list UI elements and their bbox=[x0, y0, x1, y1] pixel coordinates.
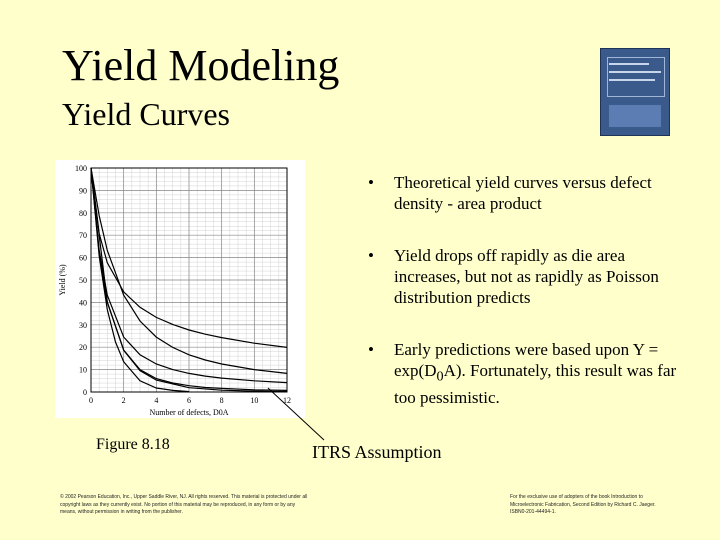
y-tick-label: 0 bbox=[83, 388, 87, 397]
copyright-right: For the exclusive use of adopters of the book Introduction to Microelectronic Fabrication, Second Edition by Richard C. Jaeger. ISBN0-201-44494-1. bbox=[510, 494, 656, 515]
x-tick-label: 6 bbox=[187, 396, 191, 405]
y-axis-label: Yield (%) bbox=[58, 264, 67, 296]
y-tick-label: 100 bbox=[75, 164, 87, 173]
x-tick-label: 10 bbox=[250, 396, 259, 405]
y-tick-label: 10 bbox=[79, 365, 87, 375]
x-tick-label: 4 bbox=[154, 396, 159, 405]
bullet-item: • Theoretical yield curves versus defect density - area product bbox=[368, 173, 652, 213]
bullet-item: • Yield drops off rapidly as die area increases, but not as rapidly as Poisson distribution predicts bbox=[368, 246, 659, 307]
y-tick-label: 30 bbox=[79, 320, 87, 330]
y-tick-label: 80 bbox=[79, 208, 87, 218]
bullet-text: Theoretical yield curves versus defect density - area product bbox=[394, 173, 652, 213]
y-tick-label: 20 bbox=[79, 343, 87, 353]
x-tick-label: 8 bbox=[219, 396, 224, 405]
x-tick-label: 0 bbox=[89, 396, 93, 405]
bullet-text: Yield drops off rapidly as die area increases, but not as rapidly as Poisson distribution predicts bbox=[394, 246, 659, 307]
x-tick-label: 2 bbox=[121, 396, 126, 405]
slide-subtitle: Yield Curves bbox=[62, 96, 230, 132]
bullet-text: Early predictions were based upon $Y = \exp(D_0A)$. Fortunately, this result was far too pessimistic. bbox=[394, 340, 677, 408]
x-tick-label: 12 bbox=[283, 396, 291, 405]
bullet-item: • Early predictions were based upon $Y = \exp(D_0A)$. Fortunately, this result was far too pessimistic. bbox=[368, 340, 677, 408]
slide-title: Yield Modeling bbox=[62, 41, 340, 90]
y-tick-label: 40 bbox=[79, 298, 87, 308]
x-axis-label: Number of defects, D0A bbox=[149, 408, 229, 417]
itrs-label: ITRS Assumption bbox=[312, 442, 442, 462]
figure-caption: Figure 8.18 bbox=[96, 436, 170, 453]
y-tick-label: 70 bbox=[79, 231, 87, 241]
y-tick-label: 60 bbox=[79, 253, 87, 263]
y-tick-label: 50 bbox=[79, 276, 87, 285]
y-tick-label: 90 bbox=[79, 186, 87, 196]
copyright-left: © 2002 Pearson Education, Inc., Upper Saddle River, NJ. All rights reserved. This material is protected under all copyright laws as they currently exist. No portion of this material may be reproduced, in any form or by any means, without permission in writing from the publisher. bbox=[60, 494, 308, 515]
